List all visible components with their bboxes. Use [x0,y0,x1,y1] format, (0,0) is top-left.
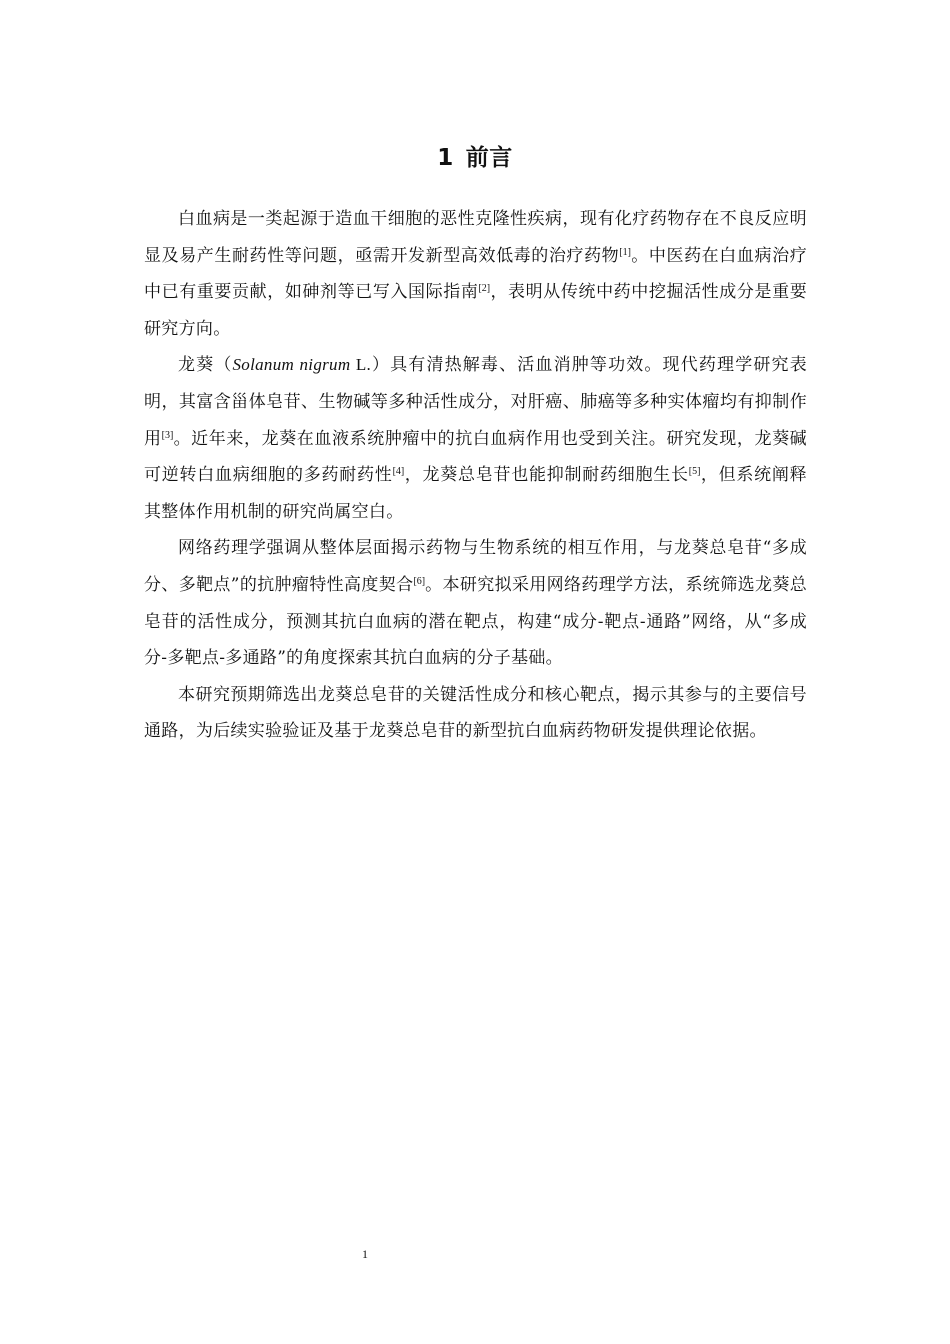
species-authority: L. [350,355,372,375]
page-footer [0,1246,730,1262]
section-title: 前言 [465,145,513,172]
paragraph-4 [144,677,807,750]
paragraph-text: 网络药理学强调从整体层面揭示药物与生物系统的相互作用，与龙葵总皂苷“多成分、多靶点”的抗肿瘤特性高度契合 [144,538,807,595]
citation-ref: [6] [413,575,426,587]
paragraph-1 [144,201,807,347]
body-text [144,201,807,750]
paragraph-text: 本研究预期筛选出龙葵总皂苷的关键活性成分和核心靶点，揭示其参与的主要信号通路，为后续实验验证及基于龙葵总皂苷的新型抗白血病药物研发提供理论依据。 [144,684,807,742]
section-heading [0,141,950,175]
paragraph-text: ）具有清热解毒、活血消肿等功效。现代药理学研究表明，其富含甾体皂苷、生物碱等多种活性成分，对肝癌、肺癌等多种实体瘤均有抑制作用 [144,355,807,449]
citation-ref: [2] [478,283,491,295]
paragraph-text: ，龙葵总皂苷也能抑制耐药细胞生长 [404,465,689,486]
page-number: 1 [362,1247,368,1261]
section-number: 1 [437,145,454,172]
paragraph-text: 。中医药在白血病治疗中已有重要贡献，如砷剂等已写入国际指南 [144,245,808,303]
citation-ref: [1] [619,246,631,258]
paragraph-text: 白血病是一类起源于造血干细胞的恶性克隆性疾病，现有化疗药物存在不良反应明显及易产生耐药性等问题，亟需开发新型高效低毒的治疗药物 [144,209,807,266]
paragraph-text: 。本研究拟采用网络药理学方法，系统筛选龙葵总皂苷的活性成分，预测其抗白血病的潜在靶点，构建“成分-靶点-通路”网络，从“多成分-多靶点-多通路”的角度探索其抗白血病的分子基础。 [144,574,807,669]
paragraph-text: 。近年来，龙葵在血液系统肿瘤中的抗白血病作用也受到关注。研究发现，龙葵碱可逆转白血病细胞的多药耐药性 [144,428,807,486]
citation-ref: [3] [161,429,174,441]
paragraph-3 [144,530,807,676]
citation-ref: [4] [392,466,405,478]
citation-ref: [5] [688,466,701,478]
paragraph-text: 龙葵（ [178,355,233,376]
paragraph-text: ，但系统阐释其整体作用机制的研究尚属空白。 [144,465,807,522]
paragraph-2 [144,347,807,530]
paragraph-text: ，表明从传统中药中挖掘活性成分是重要研究方向。 [144,282,807,339]
species-name: Solanum nigrum [232,355,351,375]
